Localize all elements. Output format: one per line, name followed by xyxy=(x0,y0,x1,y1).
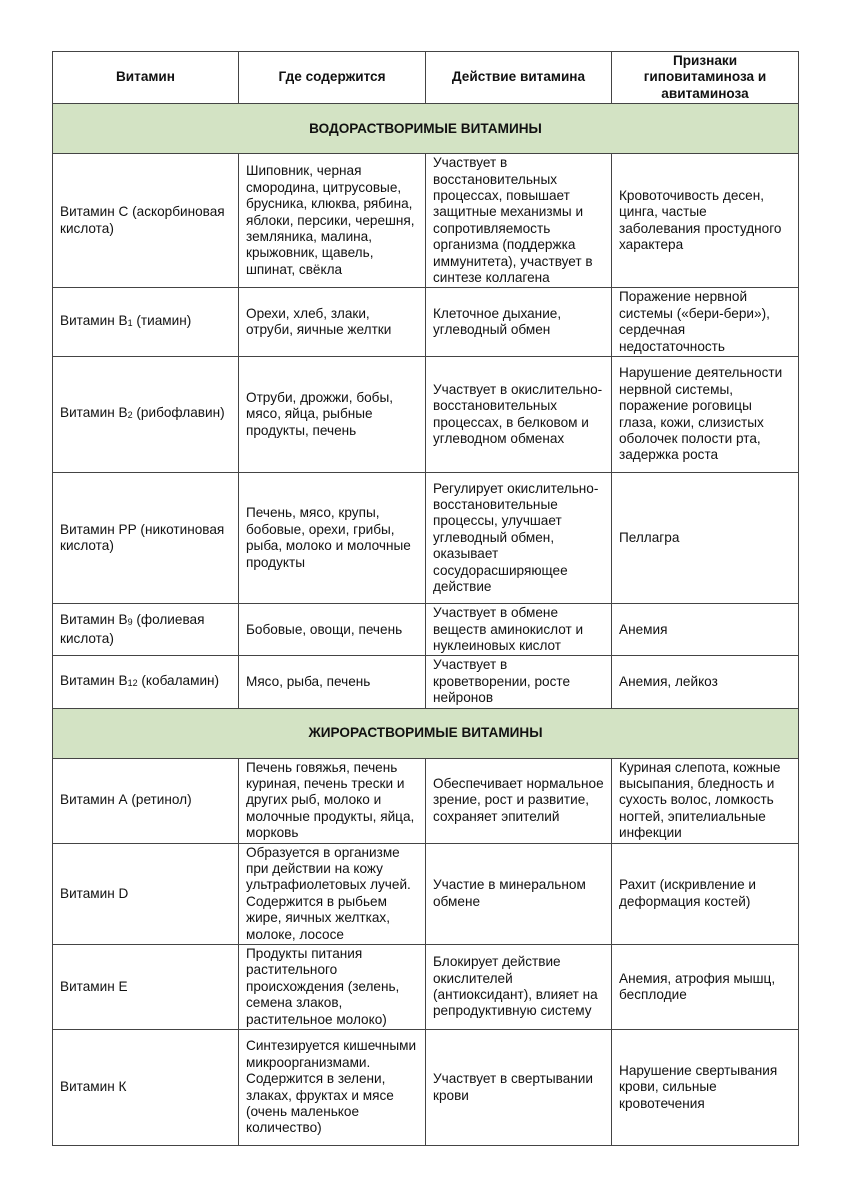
deficiency-cell: Куриная слепота, кожные высыпания, бледность и сухость волос, ломкость ногтей, эпителиальные инфекции xyxy=(612,758,799,843)
action-cell: Участие в минеральном обмене xyxy=(426,843,612,944)
action-cell: Участвует в окислительно-восстановительных процессах, в белковом и углеводном обменах xyxy=(426,357,612,473)
vitamin-cell: Витамин В12 (кобаламин) xyxy=(53,656,239,708)
deficiency-cell: Пеллагра xyxy=(612,473,799,604)
vitamin-cell: Витамин С (аскорбиновая кислота) xyxy=(53,154,239,288)
header-row xyxy=(53,52,799,104)
vitamin-cell: Витамин D xyxy=(53,843,239,944)
table-row xyxy=(53,1030,799,1146)
action-cell: Обеспечивает нормальное зрение, рост и развитие, сохраняет эпителий xyxy=(426,758,612,843)
sources-cell: Орехи, хлеб, злаки, отруби, яичные желтки xyxy=(239,288,426,357)
action-cell: Участвует в кроветворении, росте нейронов xyxy=(426,656,612,708)
deficiency-cell: Нарушение деятельности нервной системы, поражение роговицы глаза, кожи, слизистых оболочек полости рта, задержка роста xyxy=(612,357,799,473)
vitamin-cell: Витамин Е xyxy=(53,945,239,1030)
section-title: ЖИРОРАСТВОРИМЫЕ ВИТАМИНЫ xyxy=(53,708,799,758)
header-sources: Где содержится xyxy=(239,52,426,104)
table-row xyxy=(53,288,799,357)
deficiency-cell: Нарушение свертывания крови, сильные кровотечения xyxy=(612,1030,799,1146)
header-action: Действие витамина xyxy=(426,52,612,104)
table-row xyxy=(53,758,799,843)
sources-cell: Печень, мясо, крупы, бобовые, орехи, грибы, рыба, молоко и молочные продукты xyxy=(239,473,426,604)
table-row xyxy=(53,357,799,473)
deficiency-cell: Кровоточивость десен, цинга, частые заболевания простудного характера xyxy=(612,154,799,288)
deficiency-cell: Анемия, лейкоз xyxy=(612,656,799,708)
table-row xyxy=(53,945,799,1030)
action-cell: Блокирует действие окислителей (антиоксидант), влияет на репродуктивную систему xyxy=(426,945,612,1030)
deficiency-cell: Рахит (искривление и деформация костей) xyxy=(612,843,799,944)
vitamins-table xyxy=(52,51,799,1146)
table-row xyxy=(53,604,799,656)
table-row xyxy=(53,154,799,288)
action-cell: Участвует в восстановительных процессах, повышает защитные механизмы и сопротивляемость организма (поддержка иммунитета), участвует в синтезе коллагена xyxy=(426,154,612,288)
table-row xyxy=(53,473,799,604)
sources-cell: Продукты питания растительного происхождения (зелень, семена злаков, растительное молоко) xyxy=(239,945,426,1030)
sources-cell: Шиповник, черная смородина, цитрусовые, брусника, клюква, рябина, яблоки, персики, черешня, земляника, малина, крыжовник, щавель, шпинат, свёкла xyxy=(239,154,426,288)
sources-cell: Синтезируется кишечными микроорганизмами. Содержится в зелени, злаках, фруктах и мясе (очень маленькое количество) xyxy=(239,1030,426,1146)
action-cell: Регулирует окислительно-восстановительные процессы, улучшает углеводный обмен, оказывает сосудорасширяющее действие xyxy=(426,473,612,604)
vitamin-cell: Витамин РР (никотиновая кислота) xyxy=(53,473,239,604)
vitamin-cell: Витамин К xyxy=(53,1030,239,1146)
sources-cell: Печень говяжья, печень куриная, печень трески и других рыб, молоко и молочные продукты, яйца, морковь xyxy=(239,758,426,843)
action-cell: Участвует в свертывании крови xyxy=(426,1030,612,1146)
deficiency-cell: Поражение нервной системы («бери-бери»), сердечная недостаточность xyxy=(612,288,799,357)
table-row xyxy=(53,843,799,944)
deficiency-cell: Анемия xyxy=(612,604,799,656)
sources-cell: Мясо, рыба, печень xyxy=(239,656,426,708)
vitamin-cell: Витамин В2 (рибофлавин) xyxy=(53,357,239,473)
action-cell: Клеточное дыхание, углеводный обмен xyxy=(426,288,612,357)
section-row xyxy=(53,104,799,154)
vitamin-cell: Витамин А (ретинол) xyxy=(53,758,239,843)
table-body xyxy=(53,104,799,1146)
action-cell: Участвует в обмене веществ аминокислот и нуклеиновых кислот xyxy=(426,604,612,656)
table-row xyxy=(53,656,799,708)
header-vitamin: Витамин xyxy=(53,52,239,104)
section-title: ВОДОРАСТВОРИМЫЕ ВИТАМИНЫ xyxy=(53,104,799,154)
sources-cell: Бобовые, овощи, печень xyxy=(239,604,426,656)
section-row xyxy=(53,708,799,758)
sources-cell: Образуется в организме при действии на кожу ультрафиолетовых лучей. Содержится в рыбьем жире, яичных желтках, молоке, лососе xyxy=(239,843,426,944)
deficiency-cell: Анемия, атрофия мышц, бесплодие xyxy=(612,945,799,1030)
sources-cell: Отруби, дрожжи, бобы, мясо, яйца, рыбные продукты, печень xyxy=(239,357,426,473)
vitamin-cell: Витамин В1 (тиамин) xyxy=(53,288,239,357)
vitamin-cell: Витамин В9 (фолиевая кислота) xyxy=(53,604,239,656)
header-deficiency: Признаки гиповитаминоза и авитаминоза xyxy=(612,52,799,104)
